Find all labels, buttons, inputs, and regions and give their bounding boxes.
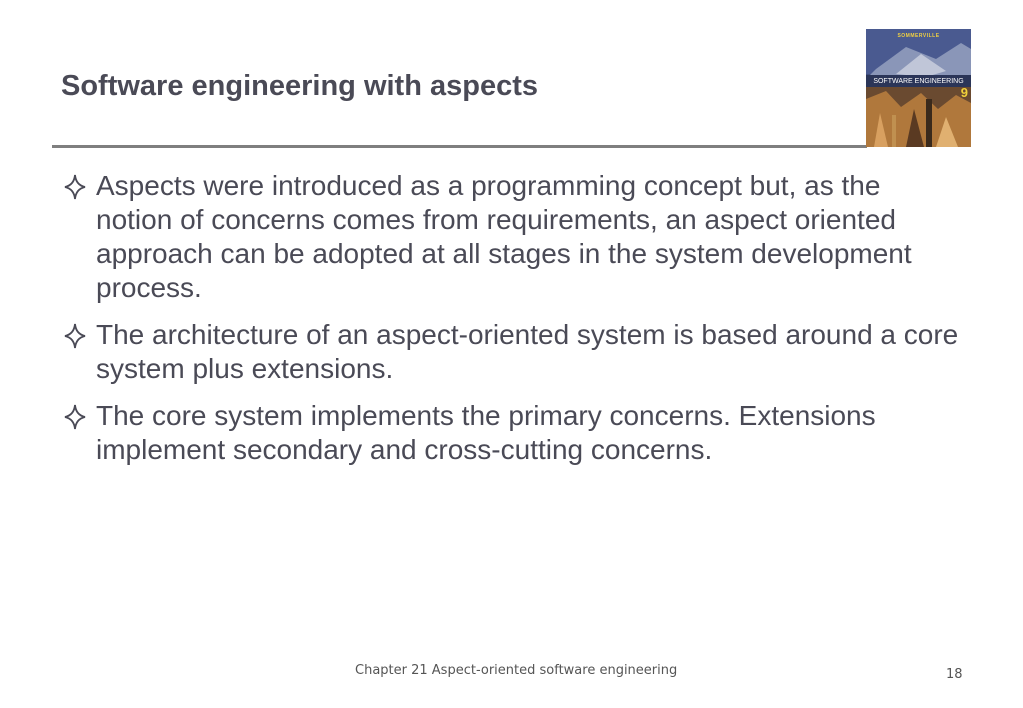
bullet-item: [62, 169, 962, 305]
bullet-text: The architecture of an aspect-oriented system is based around a core system plus extensions.: [96, 319, 959, 384]
bullet-list: [62, 169, 962, 480]
bullet-text: Aspects were introduced as a programming concept but, as the notion of concerns comes from requirements, an aspect oriented approach can be adopted at all stages in the system development process.: [96, 170, 912, 303]
slide-title: Software engineering with aspects: [61, 70, 538, 102]
cover-author: SOMMERVILLE: [897, 33, 940, 39]
bullet-item: [62, 399, 962, 467]
bullet-item: [62, 318, 962, 386]
four-point-star-icon: [62, 318, 88, 352]
cover-title: SOFTWARE ENGINEERING: [873, 78, 964, 85]
four-point-star-icon: [62, 399, 88, 433]
four-point-star-icon: [62, 169, 88, 203]
bullet-text: The core system implements the primary concerns. Extensions implement secondary and cross-cutting concerns.: [96, 400, 876, 465]
title-divider: [52, 145, 867, 148]
book-cover-image: [866, 29, 971, 147]
footer-chapter-label: Chapter 21 Aspect-oriented software engineering: [355, 663, 678, 678]
page-number: 18: [946, 667, 963, 682]
cover-edition: 9: [960, 85, 968, 100]
